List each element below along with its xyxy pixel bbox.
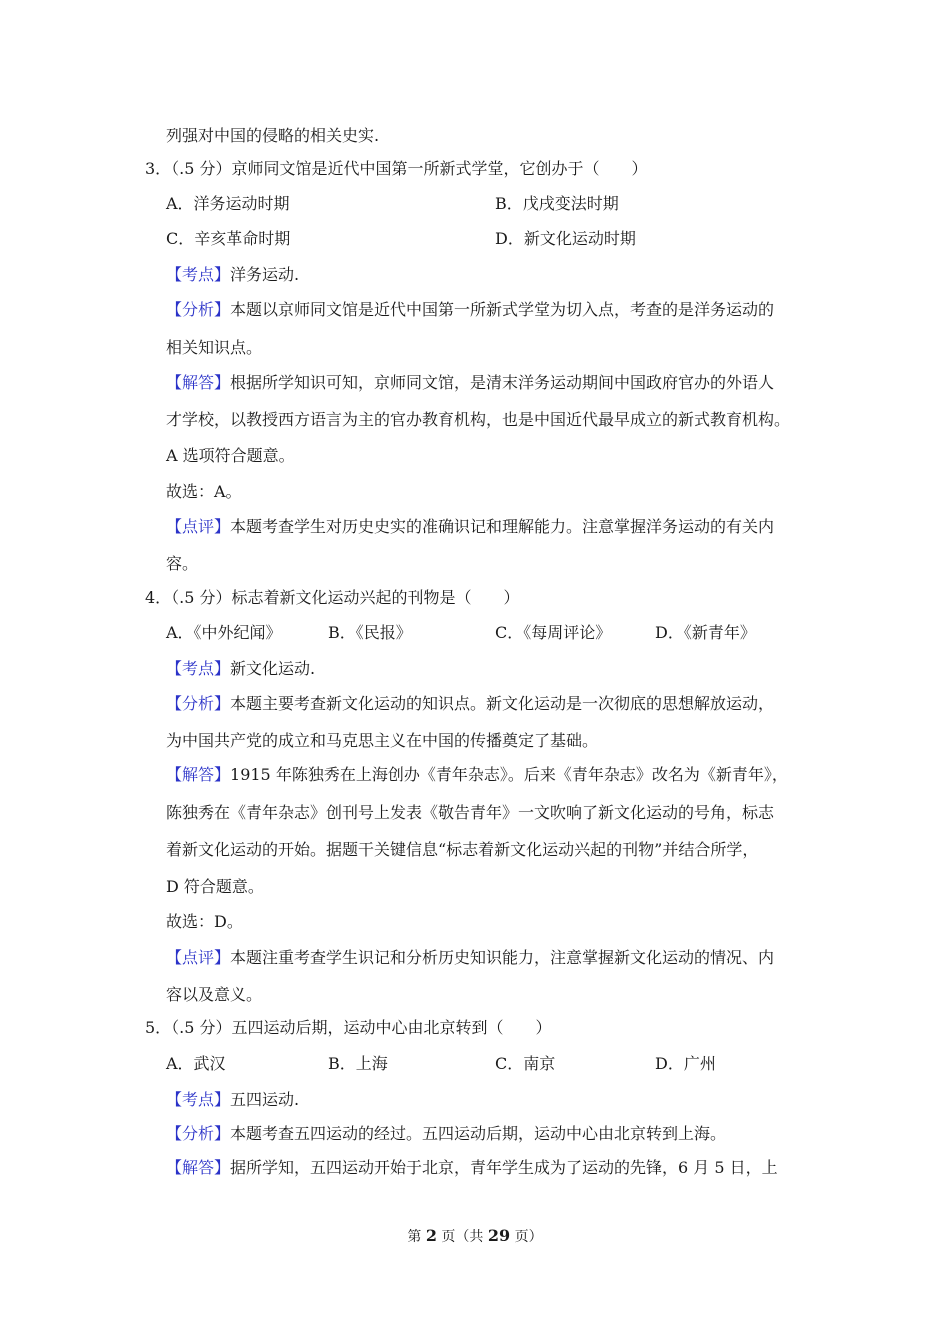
- q3-fenxi-line-2: 相关知识点。: [166, 338, 263, 357]
- kaodian-tag: 【考点】: [166, 1090, 231, 1109]
- q4-jieda-line-3: 着新文化运动的开始。据题干关键信息“标志着新文化运动兴起的刊物”并结合所学，: [166, 840, 759, 859]
- q4-fenxi-line-2: 为中国共产党的成立和马克思主义在中国的传播奠定了基础。: [166, 731, 599, 750]
- q5-fenxi-line-1: 本题考查五四运动的经过。五四运动后期，运动中心由北京转到上海。: [230, 1124, 727, 1143]
- q4-answer: 故选：D。: [166, 912, 243, 931]
- footer-page-number: 2: [425, 1226, 437, 1245]
- fenxi-tag: 【分析】: [166, 300, 231, 319]
- q4-dianping-line-2: 容以及意义。: [166, 985, 263, 1004]
- q4-fenxi-line-1: 本题主要考查新文化运动的知识点。新文化运动是一次彻底的思想解放运动，: [230, 694, 775, 713]
- fenxi-tag: 【分析】: [166, 694, 231, 713]
- q4-kaodian: [166, 658, 315, 680]
- q5-option-b: B．上海: [328, 1054, 388, 1073]
- fenxi-tag: 【分析】: [166, 1124, 231, 1143]
- q3-jieda-line-2: 才学校，以教授西方语言为主的官办教育机构，也是中国近代最早成立的新式教育机构。: [166, 410, 791, 429]
- kaodian-tag: 【考点】: [166, 265, 231, 284]
- q3-option-d: D．新文化运动时期: [495, 229, 636, 248]
- q3-jieda-line-1: 根据所学知识可知，京师同文馆，是清末洋务运动期间中国政府官办的外语人: [230, 373, 775, 392]
- q5-option-c: C．南京: [495, 1054, 556, 1073]
- footer-total-pages: 29: [487, 1226, 511, 1245]
- q4-dianping-line-1: 本题注重考查学生识记和分析历史知识能力，注意掌握新文化运动的情况、内: [230, 948, 775, 967]
- q3-kaodian: [166, 264, 299, 286]
- q4-option-a: A．《中外纪闻》: [166, 623, 282, 642]
- q5-option-a: A．武汉: [166, 1054, 226, 1073]
- q4-fenxi: [166, 693, 774, 715]
- q4-dianping: [166, 947, 774, 969]
- q3-fenxi: [166, 299, 774, 321]
- q4-jieda-line-4: D 符合题意。: [166, 877, 264, 896]
- intro-tail: 列强对中国的侵略的相关史实.: [166, 126, 380, 145]
- q4-jieda-line-1: 1915 年陈独秀在上海创办《青年杂志》。后来《青年杂志》改名为《新青年》，: [230, 765, 788, 784]
- footer-prefix: 第: [407, 1229, 426, 1245]
- q5-jieda: [166, 1157, 778, 1179]
- dianping-tag: 【点评】: [166, 948, 231, 967]
- q4-option-b: B．《民报》: [328, 623, 412, 642]
- q5-option-d: D．广州: [655, 1054, 716, 1073]
- jieda-tag: 【解答】: [166, 1158, 231, 1177]
- page-footer: [0, 1225, 950, 1248]
- q4-jieda-line-2: 陈独秀在《青年杂志》创刊号上发表《敬告青年》一文吹响了新文化运动的号角，标志: [166, 803, 775, 822]
- q5-kaodian: [166, 1089, 299, 1111]
- jieda-tag: 【解答】: [166, 765, 231, 784]
- q3-stem: 3．（.5 分）京师同文馆是近代中国第一所新式学堂，它创办于（ ）: [145, 159, 648, 178]
- q3-fenxi-line-1: 本题以京师同文馆是近代中国第一所新式学堂为切入点，考查的是洋务运动的: [230, 300, 775, 319]
- q5-stem: 5．（.5 分）五四运动后期，运动中心由北京转到（ ）: [145, 1018, 552, 1037]
- q3-dianping: [166, 516, 774, 538]
- jieda-tag: 【解答】: [166, 373, 231, 392]
- q3-kaodian-text: 洋务运动.: [230, 265, 300, 284]
- q4-option-c: C．《每周评论》: [495, 623, 612, 642]
- q4-kaodian-text: 新文化运动.: [230, 659, 316, 678]
- q3-option-c: C．辛亥革命时期: [166, 229, 291, 248]
- q3-answer: 故选：A。: [166, 482, 242, 501]
- kaodian-tag: 【考点】: [166, 659, 231, 678]
- q3-dianping-line-2: 容。: [166, 554, 199, 573]
- q3-dianping-line-1: 本题考查学生对历史史实的准确识记和理解能力。注意掌握洋务运动的有关内: [230, 517, 775, 536]
- q4-stem: 4．（.5 分）标志着新文化运动兴起的刊物是（ ）: [145, 588, 520, 607]
- footer-middle: 页（共: [436, 1229, 488, 1245]
- dianping-tag: 【点评】: [166, 517, 231, 536]
- q3-option-b: B．戊戌变法时期: [495, 194, 619, 213]
- q3-jieda: [166, 372, 774, 394]
- q5-kaodian-text: 五四运动.: [230, 1090, 300, 1109]
- q5-fenxi: [166, 1123, 726, 1145]
- q4-jieda: [166, 764, 788, 786]
- footer-suffix: 页）: [510, 1229, 543, 1245]
- q3-jieda-line-3: A 选项符合题意。: [166, 446, 295, 465]
- q5-jieda-line-1: 据所学知，五四运动开始于北京，青年学生成为了运动的先锋，6 月 5 日，上: [230, 1158, 778, 1177]
- q3-option-a: A．洋务运动时期: [166, 194, 290, 213]
- q4-option-d: D．《新青年》: [655, 623, 756, 642]
